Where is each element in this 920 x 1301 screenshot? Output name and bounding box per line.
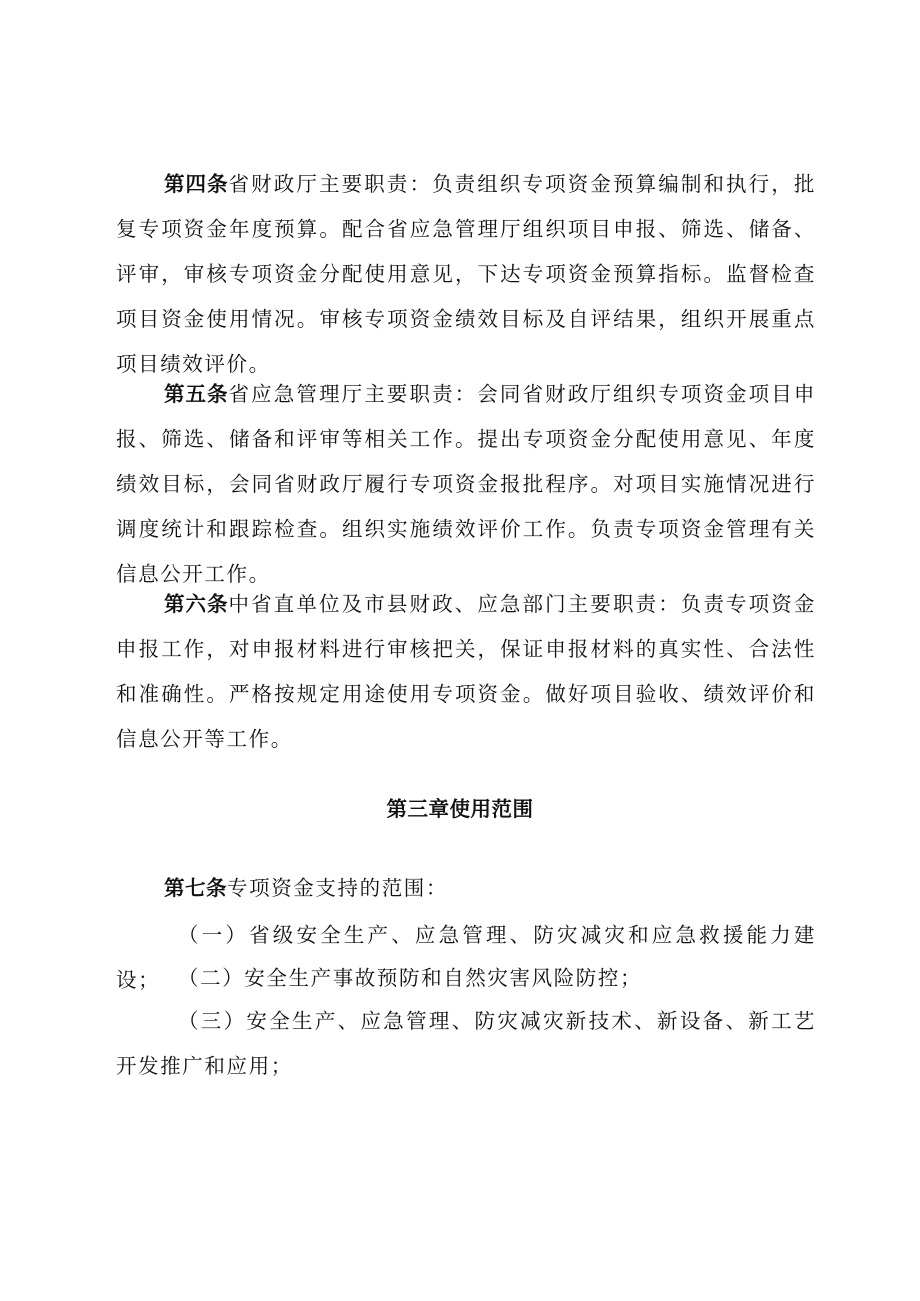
article-5-label: 第五条 [164, 382, 229, 406]
article-6-text: 中省直单位及市县财政、应急部门主要职责：负责专项资金申报工作，对申报材料进行审核把关，保证申报材料的真实性、合法性和准确性。严格按规定用途使用专项资金。做好项目验收、绩效评价和信息公开等工作。 [116, 592, 816, 751]
article-5-paragraph [116, 372, 816, 597]
article-6-label: 第六条 [164, 592, 229, 616]
article-7-label: 第七条 [164, 876, 227, 900]
article-7-text: 专项资金支持的范围： [227, 876, 448, 900]
article-7-paragraph [116, 866, 816, 911]
article-4-paragraph [116, 162, 816, 387]
article-6-paragraph [116, 582, 816, 762]
article-4-label: 第四条 [164, 172, 229, 196]
scope-item-3: （三）安全生产、应急管理、防灾减灾新技术、新设备、新工艺开发推广和应用； [116, 1009, 816, 1078]
scope-item-2: （二）安全生产事故预防和自然灾害风险防控； [178, 966, 643, 990]
article-5-text: 省应急管理厅主要职责：会同省财政厅组织专项资金项目申报、筛选、储备和评审等相关工作。提出专项资金分配使用意见、年度绩效目标，会同省财政厅履行专项资金报批程序。对项目实施情况进行调度统计和跟踪检查。组织实施绩效评价工作。负责专项资金管理有关信息公开工作。 [116, 382, 816, 586]
chapter-heading: 第三章使用范围 [386, 797, 534, 821]
scope-item-1: （一）省级安全生产、应急管理、防灾减灾和应急救援能力建设； [116, 923, 816, 992]
article-4-text: 省财政厅主要职责：负责组织专项资金预算编制和执行，批复专项资金年度预算。配合省应急管理厅组织项目申报、筛选、储备、评审，审核专项资金分配使用意见，下达专项资金预算指标。监督检查项目资金使用情况。审核专项资金绩效目标及自评结果，组织开展重点项目绩效评价。 [116, 172, 816, 376]
